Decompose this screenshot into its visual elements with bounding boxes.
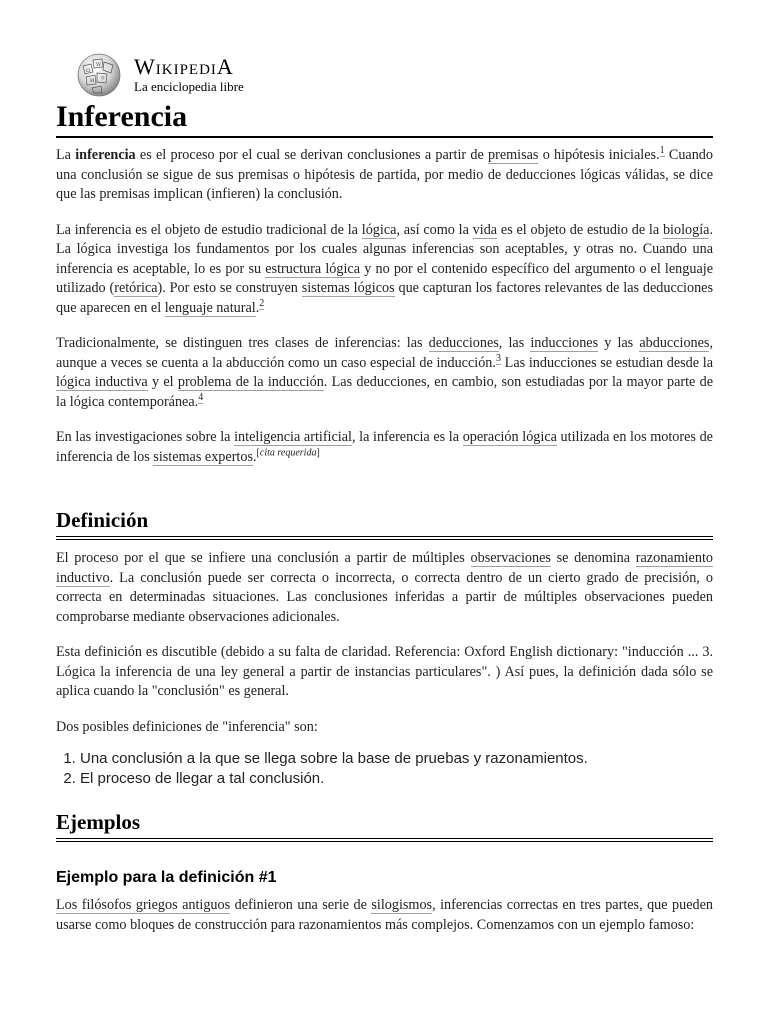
ejemplos-paragraph-1 xyxy=(56,896,713,935)
citation-needed[interactable] xyxy=(257,447,320,458)
intro-paragraph-2 xyxy=(56,221,713,319)
definicion-paragraph-1 xyxy=(56,549,713,627)
link-problema-induccion[interactable]: problema de la inducción xyxy=(177,374,324,390)
link-inducciones[interactable]: inducciones xyxy=(530,335,599,351)
link-filosofos-griegos[interactable]: Los filósofos griegos antiguos xyxy=(56,897,231,913)
wordmark[interactable] xyxy=(134,56,244,94)
svg-text:И: И xyxy=(90,78,95,84)
text: Cuando una conclusión se sigue de sus premisas o hipótesis de partida, por medio de deducciones lógicas válidas, se dice que las premisas implican (infieren) la conclusión. xyxy=(56,147,713,202)
list-item: 1. Una conclusión a la que se llega sobre la base de pruebas y razonamientos. xyxy=(80,749,713,769)
text: o hipótesis iniciales. xyxy=(538,147,660,163)
link-abducciones[interactable]: abducciones xyxy=(639,335,710,351)
text: La xyxy=(56,147,76,163)
text: . xyxy=(252,448,257,465)
text: En las investigaciones sobre la xyxy=(56,429,235,445)
wordmark-tagline: La enciclopedia libre xyxy=(134,79,244,94)
link-retorica[interactable]: retórica xyxy=(114,280,158,296)
svg-text:ウ: ウ xyxy=(100,76,106,82)
wordmark-title: WikipediA xyxy=(134,54,234,79)
text: es el proceso por el cual se derivan conclusiones a partir de xyxy=(135,147,489,163)
text: , aunque a veces se cuenta a la abducción como un caso especial de inducción. xyxy=(56,335,713,371)
article-page xyxy=(56,0,713,935)
text: . Las deducciones, en cambio, son estudiadas por la mayor parte de la lógica contemporánea. xyxy=(56,374,714,410)
link-biologia[interactable]: biología xyxy=(662,221,710,238)
intro-paragraph-1 xyxy=(56,146,713,205)
text: La inferencia es el objeto de estudio tradicional de la xyxy=(56,221,362,238)
definicion-paragraph-2: Esta definición es discutible (debido a su falta de claridad. Referencia: Oxford English dictionary: "inducción ... 3. Lógica la inferencia de una ley general a partir de instancias particulares". ) Así pues, la definición dada sólo se aplica cuando la "conclusión" es general. xyxy=(56,644,713,699)
intro-paragraph-3 xyxy=(56,334,713,412)
text: . La lógica investiga los fundamentos por los cuales algunas inferencias son aceptables, y otras no. Cuando una inferencia es aceptable, lo es por su xyxy=(56,221,713,277)
link-silogismos[interactable]: silogismos xyxy=(371,897,433,913)
section-heading-definicion: Definición xyxy=(56,507,713,540)
text: es el objeto de estudio de la xyxy=(497,221,663,238)
text: y las xyxy=(598,335,640,351)
text: y no por el contenido específico del argumento o el lenguaje utilizado ( xyxy=(56,260,713,296)
link-premisas[interactable]: premisas xyxy=(488,147,539,163)
link-lenguaje-natural[interactable]: lenguaje natural xyxy=(164,299,256,316)
link-logica[interactable]: lógica xyxy=(361,221,397,238)
definitions-list xyxy=(56,749,713,789)
site-header xyxy=(56,0,713,100)
text: . xyxy=(255,299,260,316)
bracket: ] xyxy=(316,446,320,458)
svg-text:W: W xyxy=(96,62,102,68)
text: utilizada en los motores de inferencia de los xyxy=(56,429,713,465)
reference-3[interactable]: 3 xyxy=(495,352,501,364)
link-sistemas-expertos[interactable]: sistemas expertos xyxy=(153,448,253,465)
bracket: [ xyxy=(256,446,260,458)
text: , así como la xyxy=(396,221,473,238)
link-operacion-logica[interactable]: operación lógica xyxy=(462,429,557,445)
reference-2[interactable]: 2 xyxy=(259,297,265,309)
link-vida[interactable]: vida xyxy=(472,221,498,238)
text: Tradicionalmente, se distinguen tres clases de inferencias: las xyxy=(56,335,429,351)
subsection-heading: Ejemplo para la definición #1 xyxy=(56,869,277,886)
link-estructura-logica[interactable]: estructura lógica xyxy=(265,260,361,277)
link-deducciones[interactable]: deducciones xyxy=(428,335,499,351)
text: , la inferencia es la xyxy=(351,429,463,445)
link-logica-inductiva[interactable]: lógica inductiva xyxy=(56,374,148,390)
text: , inferencias correctas en tres partes, que pueden usarse como bloques de construcción para razonamientos más complejos. Comenzamos con un ejemplo famoso: xyxy=(56,897,713,933)
link-sistemas-logicos[interactable]: sistemas lógicos xyxy=(301,280,395,296)
reference-4[interactable]: 4 xyxy=(198,391,204,403)
svg-text:Ω: Ω xyxy=(86,68,91,74)
link-observaciones[interactable]: observaciones xyxy=(470,550,551,566)
text: y el xyxy=(147,374,178,390)
page-title: Inferencia xyxy=(56,100,713,138)
link-razonamiento-inductivo[interactable]: razonamiento inductivo xyxy=(56,550,713,586)
text: Las inducciones se estudian desde la xyxy=(500,354,714,371)
text: , las xyxy=(498,335,531,351)
wikipedia-globe-icon[interactable] xyxy=(74,52,124,98)
text: ). Por esto se construyen xyxy=(157,280,302,296)
bold-term: inferencia xyxy=(75,147,136,163)
text: definieron una serie de xyxy=(230,897,372,913)
list-item: 2. El proceso de llegar a tal conclusión. xyxy=(80,769,713,789)
text: se denomina xyxy=(550,550,636,566)
text: El proceso por el que se infiere una conclusión a partir de múltiples xyxy=(56,550,471,566)
reference-1[interactable]: 1 xyxy=(659,145,665,157)
text: . La conclusión puede ser correcta o incorrecta, o correcta dentro de un cierto grado de precisión, o correcta en determinadas situaciones. Las conclusiones inferidas a partir de múltiples observaciones pueden comprobarse mediante observaciones adicionales. xyxy=(56,569,713,625)
text: que capturan los factores relevantes de las deducciones que aparecen en el xyxy=(56,280,714,316)
citation-needed-label[interactable]: cita requerida xyxy=(259,446,317,458)
link-inteligencia-artificial[interactable]: inteligencia artificial xyxy=(234,429,352,445)
section-heading-ejemplos: Ejemplos xyxy=(56,809,713,842)
definicion-paragraph-3: Dos posibles definiciones de "inferencia" son: xyxy=(56,718,318,735)
intro-paragraph-4 xyxy=(56,428,713,467)
